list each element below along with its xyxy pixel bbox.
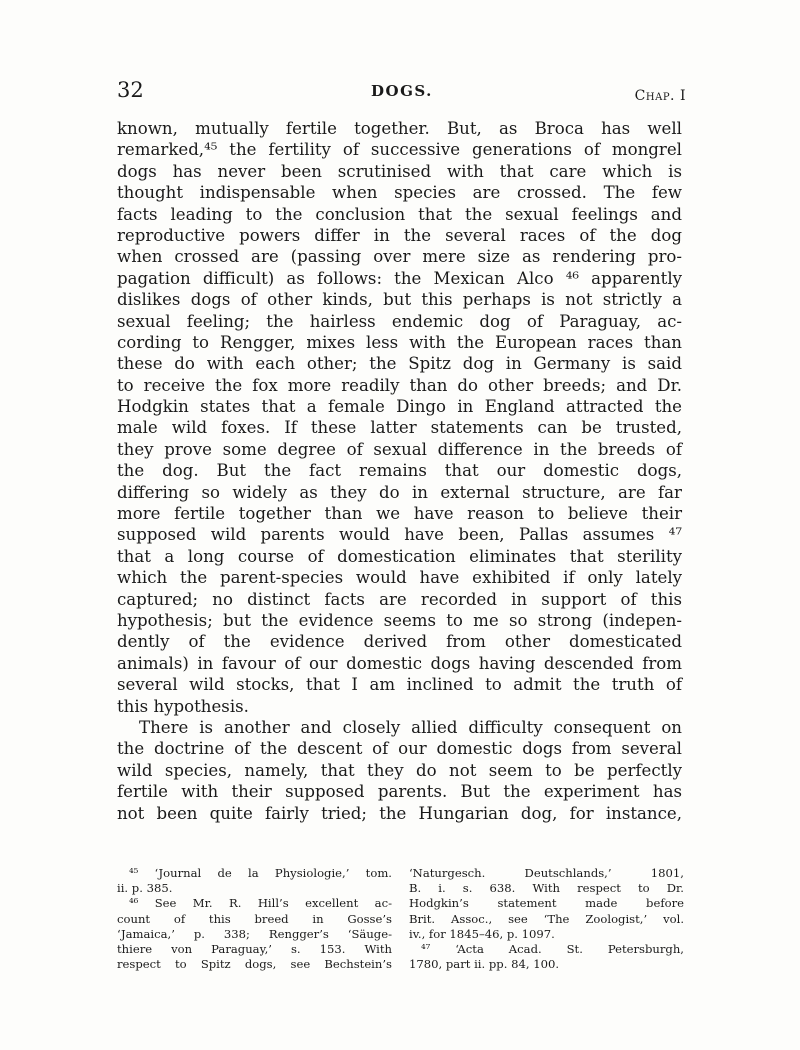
body-text: [117, 118, 682, 824]
text-line: several wild stocks, that I am inclined to admit the truth of: [117, 675, 682, 695]
page-number: 32: [117, 78, 144, 102]
text-line: dogs has never been scrutinised with that care which is: [117, 161, 682, 181]
footnote-line: ⁴⁵ ‘Journal de la Physiologie,’ tom.: [129, 866, 392, 880]
text-line: There is another and closely allied difficulty consequent on: [139, 717, 682, 737]
footnote-line: Brit. Assoc., see ‘The Zoologist,’ vol.: [409, 911, 684, 926]
footnote-line: thiere von Paraguay,’ s. 153. With: [117, 941, 392, 956]
text-line: the doctrine of the descent of our domestic dogs from several: [117, 739, 682, 759]
text-line: fertile with their supposed parents. But the experiment has: [117, 782, 682, 802]
text-line: the dog. But the fact remains that our domestic dogs,: [117, 461, 682, 481]
text-line: wild species, namely, that they do not seem to be perfectly: [117, 760, 682, 780]
text-line: this hypothesis.: [117, 696, 249, 716]
text-line: known, mutually fertile together. But, as Broca has well: [117, 119, 682, 138]
text-line: Hodgkin states that a female Dingo in England attracted the: [117, 397, 682, 417]
text-line: differing so widely as they do in external structure, are far: [117, 482, 682, 502]
text-line: pagation difficult) as follows: the Mexican Alco ⁴⁶ apparently: [117, 268, 682, 288]
running-head: [117, 78, 686, 108]
footnote-column-right: [409, 866, 684, 972]
text-line: dently of the evidence derived from other domesticated: [117, 632, 682, 652]
footnote-line: ⁴⁷ ‘Acta Acad. St. Petersburgh,: [421, 941, 684, 956]
text-line: when crossed are (passing over mere size as rendering pro-: [117, 247, 682, 267]
text-line: remarked,⁴⁵ the fertility of successive generations of mongrel: [117, 140, 682, 160]
text-line: these do with each other; the Spitz dog in Germany is said: [117, 354, 682, 374]
footnote-line: iv., for 1845–46, p. 1097.: [409, 926, 555, 941]
footnote-line: count of this breed in Gosse’s: [117, 911, 392, 926]
footnote-line: ‘Jamaica,’ p. 338; Rengger’s ‘Säuge-: [117, 926, 392, 941]
text-line: reproductive powers differ in the several races of the dog: [117, 225, 682, 245]
footnote-column-left: [117, 866, 392, 972]
footnote-line: ⁴⁶ See Mr. R. Hill’s excellent ac-: [129, 896, 392, 911]
text-line: dislikes dogs of other kinds, but this perhaps is not strictly a: [117, 290, 682, 310]
footnote-line: B. i. s. 638. With respect to Dr.: [409, 881, 684, 896]
text-line: that a long course of domestication eliminates that sterility: [117, 546, 682, 566]
text-line: animals) in favour of our domestic dogs having descended from: [117, 653, 682, 673]
footnote-line: 1780, part ii. pp. 84, 100.: [409, 957, 560, 972]
text-line: not been quite fairly tried; the Hungarian dog, for instance,: [117, 803, 682, 823]
text-line: male wild foxes. If these latter statements can be trusted,: [117, 418, 682, 438]
footnote-line: respect to Spitz dogs, see Bechstein’s: [117, 957, 392, 972]
text-line: to receive the fox more readily than do other breeds; and Dr.: [117, 375, 682, 395]
footnote-line: ii. p. 385.: [117, 881, 173, 896]
text-line: cording to Rengger, mixes less with the European races than: [117, 332, 682, 352]
text-line: supposed wild parents would have been, Pallas assumes ⁴⁷: [117, 525, 682, 545]
text-line: more fertile together than we have reason to believe their: [117, 504, 682, 524]
text-line: hypothesis; but the evidence seems to me so strong (indepen-: [117, 610, 682, 630]
text-line: captured; no distinct facts are recorded in support of this: [117, 589, 682, 609]
text-line: thought indispensable when species are crossed. The few: [117, 183, 682, 203]
text-line: they prove some degree of sexual difference in the breeds of: [117, 439, 682, 459]
text-line: sexual feeling; the hairless endemic dog of Paraguay, ac-: [117, 311, 682, 331]
text-line: facts leading to the conclusion that the sexual feelings and: [117, 204, 682, 224]
text-line: which the parent-species would have exhibited if only lately: [117, 568, 682, 588]
running-title: DOGS.: [371, 82, 433, 100]
chapter-label: Chap. I: [634, 88, 686, 104]
footnote-line: Hodgkin’s statement made before: [409, 896, 684, 911]
footnote-line: ‘Naturgesch. Deutschlands,’ 1801,: [409, 866, 684, 880]
